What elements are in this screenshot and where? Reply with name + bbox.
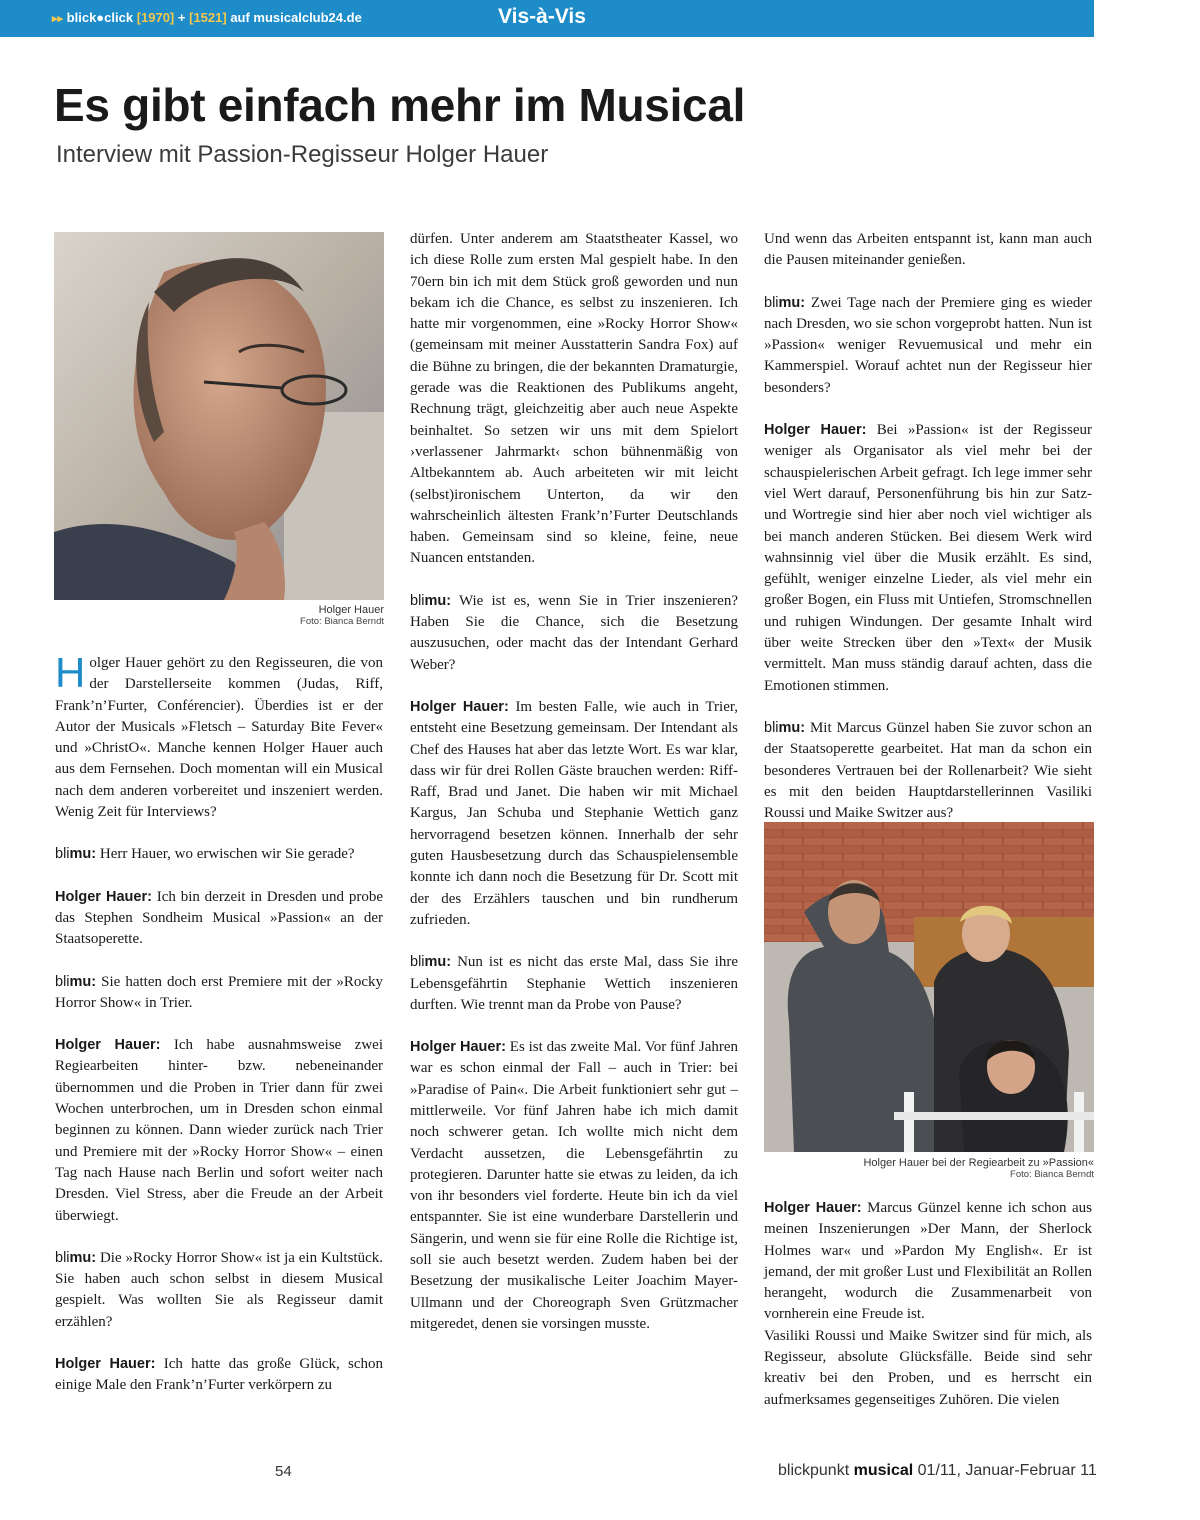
intro-paragraph xyxy=(55,649,383,823)
rehearsal-image xyxy=(764,822,1094,1152)
answer-4: Holger Hauer: Im besten Falle, wie auch in Trier, entsteht eine Besetzung gemeinsam. Der Intendant als Chef des Hauses hat aber das letzte Wort. Es war klar, dass wir für drei Rollen Gäste brauchen werden: Riff-Raff, Brad und Janet. Die haben wir mit Michael Kargus, Jan Schuba und Stephanie Wettich ganz hervorragend besetzen können. Innerhalb der sehr guten Hausbesetzung durch das Schauspielensemble konnte ich dann noch die Besetzung für Dr. Scott mit der des Erzählers tauschen und bin rundherum zufrieden. xyxy=(410,698,738,928)
answer-5-continued: Und wenn das Arbeiten entspannt ist, kann man auch die Pausen miteinander genießen. xyxy=(764,231,1092,269)
portrait-image xyxy=(54,232,384,600)
article-subtitle: Interview mit Passion-Regisseur Holger Hauer xyxy=(56,141,549,168)
answer-3-continued: dürfen. Unter anderem am Staatstheater Kassel, wo ich diese Rolle zum ersten Mal gespielt habe. In den 70ern bin ich mit dem Stück groß geworden und nun bekam ich die Chance, es selbst zu inszenieren. Ich hatte mir vorgenommen, eine »Rocky Horror Show« (gemeinsam mit meiner Ausstatterin Sandra Fox) auf die Bühne zu bringen, die der bekannten Dramaturgie, gerade was die Reaktionen des Publikums angeht, Rechnung trägt, gleichzeitig aber auch neue Aspekte beinhaltet. So setzen wir uns mit dem Spielort ›verlassener Jahrmarkt‹ schon bühnenmäßig von Altbekanntem ab. Auch arbeiteten wir mit leicht (selbst)ironischem Unterton, da wir den wahrscheinlich ältesten Frank’n’Furter Deutschlands haben. Gemeinsam sind so kleine, feine, neue Nuancen entstanden. xyxy=(410,231,738,567)
crossref-site: auf musicalclub24.de xyxy=(230,10,362,25)
portrait-caption-text: Holger Hauer xyxy=(318,604,384,616)
crossref-ref2: [1521] xyxy=(189,10,227,25)
intro-text: olger Hauer gehört zu den Regisseuren, die von der Darstellerseite kommen (Judas, Riff, Frank’n’Furter, Conférencier). Überdies ist er der Autor der Musicals »Fletsch – Saturday Bite Fever« und »ChristO«. Manche kennen Holger Hauer auch aus dem Fernsehen. Doch momentan will ein Musical nach dem anderen vorbereitet und inszeniert werden. Wenig Zeit für Interviews? xyxy=(55,655,383,821)
speaker-blimu: blimu: xyxy=(55,973,97,990)
rehearsal-credit: Foto: Bianca Berndt xyxy=(1010,1169,1094,1180)
section-title: Vis-à-Vis xyxy=(498,5,586,28)
portrait-credit: Foto: Bianca Berndt xyxy=(300,616,384,627)
speaker-blimu: blimu: xyxy=(764,719,806,736)
portrait-photo xyxy=(54,232,384,600)
speaker-blimu: blimu: xyxy=(55,1249,97,1266)
magazine-name: musical xyxy=(853,1462,914,1479)
question-3: blimu: Die »Rocky Horror Show« ist ja ein Kultstück. Sie haben auch schon selbst in diesem Musical gespielt. Was wollten Sie als Regisseur damit erzählen? xyxy=(55,1249,384,1330)
speaker-hauer: Holger Hauer: xyxy=(410,1039,506,1056)
answer-7: Holger Hauer: Marcus Günzel kenne ich schon aus meinen Inszenierungen »Der Mann, der Sherlock Holmes war« und »Pardon My English«. Er ist jemand, der mit großer Lust und Flexibilität an Rollen herangeht, wodurch die Zusammenarbeit von vornherein eine Freude ist. xyxy=(764,1200,1093,1323)
speaker-blimu: blimu: xyxy=(55,846,97,863)
page-number: 54 xyxy=(275,1463,292,1480)
rehearsal-caption-text: Holger Hauer bei der Regiearbeit zu »Passion« xyxy=(863,1157,1094,1169)
magazine-footer xyxy=(778,1462,1097,1480)
question-7: blimu: Mit Marcus Günzel haben Sie zuvor schon an der Staatsoperette gearbeitet. Hat man da schon ein besonderes Vertrauen bei der Rollenarbeit? Wie sieht es mit den beiden Hauptdarstellerinnen Vasiliki Roussi und Maike Switzer aus? xyxy=(764,719,1092,822)
question-6: blimu: Zwei Tage nach der Premiere ging es wieder nach Dresden, wo sie schon vorgeprobt hatten. Nun ist »Passion« weniger Revuemusical und mehr ein Kammerspiel. Worauf achtet nun der Regisseur hier besonders? xyxy=(764,294,1093,396)
speaker-hauer: Holger Hauer: xyxy=(410,698,509,715)
crossref-ref1: [1970] xyxy=(136,10,175,25)
portrait-caption xyxy=(184,604,384,627)
column-3-bottom xyxy=(764,1198,1092,1411)
rehearsal-photo xyxy=(764,822,1094,1152)
question-4: blimu: Wie ist es, wenn Sie in Trier inszenieren? Haben Sie die Chance, sich die Besetzung auszusuchen, oder macht das der Intendant Gerhard Weber? xyxy=(410,592,738,673)
header-bar xyxy=(0,0,1094,37)
magazine-name-prefix: blickpunkt xyxy=(778,1462,850,1479)
magazine-issue: 01/11, Januar-Februar 11 xyxy=(917,1462,1097,1479)
double-arrow-icon: ▸▸ xyxy=(52,13,64,25)
crossref-plus: + xyxy=(177,10,186,25)
answer-1: Holger Hauer: Ich bin derzeit in Dresden und probe das Stephen Sondheim Musical »Passion« an der Staatsoperette. xyxy=(55,888,383,948)
question-2: blimu: Sie hatten doch erst Premiere mit der »Rocky Horror Show« in Trier. xyxy=(55,973,384,1011)
speaker-hauer: Holger Hauer: xyxy=(55,1037,161,1054)
article-title: Es gibt einfach mehr im Musical xyxy=(54,79,746,131)
dropcap: H xyxy=(55,649,86,696)
speaker-hauer: Holger Hauer: xyxy=(764,1200,862,1216)
speaker-blimu: blimu: xyxy=(410,954,452,971)
question-5: blimu: Nun ist es nicht das erste Mal, dass Sie ihre Lebensgefährtin Stephanie Wettich inszenieren durften. Wie trennt man da Probe von Pause? xyxy=(410,954,738,1013)
column-3 xyxy=(764,229,1092,824)
speaker-hauer: Holger Hauer: xyxy=(55,888,152,905)
question-1: blimu: Herr Hauer, wo erwischen wir Sie gerade? xyxy=(55,846,355,863)
crossref-link[interactable] xyxy=(52,10,362,25)
speaker-blimu: blimu: xyxy=(410,592,452,609)
answer-3: Holger Hauer: Ich hatte das große Glück, schon einige Male den Frank’n’Furter verkörpern zu xyxy=(55,1356,384,1394)
answer-5: Holger Hauer: Es ist das zweite Mal. Vor fünf Jahren war es schon einmal der Fall – auch in Trier: bei »Paradise of Pain«. Die Arbeit funktioniert sehr gut – mittlerweile. Vor fünf Jahren habe ich mich damit noch schwerer getan. Ich wollte mich nicht dem Verdacht aussetzen, die Lebensgefährtin zu protegieren. Darunter hatte sie etwas zu leiden, da ich von ihr besonders viel forderte. Heute bin ich da viel entspannter. Sie ist eine wunderbare Darstellerin und Sängerin, und wenn sie für eine Rolle die Richtige ist, soll sie auch besetzt werden. Zudem haben bei der Besetzung der musikalische Leiter Joachim Mayer-Ullmann und der Choreograph Sven Grützmacher mitgeredet, denen sie vorsingen musste. xyxy=(410,1039,738,1332)
column-1 xyxy=(55,649,384,1397)
rehearsal-caption xyxy=(764,1157,1094,1180)
speaker-hauer: Holger Hauer: xyxy=(55,1356,156,1373)
column-2 xyxy=(410,229,738,1335)
answer-2: Holger Hauer: Ich habe ausnahmsweise zwei Regiearbeiten hinter- bzw. nebeneinander übernommen und die Proben in Trier dann für zwei Wochen unterbrochen, um in Dresden schon einmal beginnen zu können. Dann wieder zurück nach Trier und Premiere mit der »Rocky Horror Show« – einen Tag nach Hause nach Berlin und sofort weiter nach Dresden. Viel Stress, aber die Freude an der Arbeit überwiegt. xyxy=(55,1037,383,1224)
crossref-brand: blick●click xyxy=(66,10,134,25)
answer-7-continued: Vasiliki Roussi und Maike Switzer sind für mich, als Regisseur, absolute Glücksfälle. Beide sind sehr kreativ bei den Proben, und es herrscht ein aufmerksames gegenseitiges Zuhören. Die vielen xyxy=(764,1327,1092,1408)
speaker-hauer: Holger Hauer: xyxy=(764,422,867,439)
answer-6: Holger Hauer: Bei »Passion« ist der Regisseur weniger als Organisator als viel mehr bei der schauspielerischen Arbeit gefragt. Ich lege immer sehr viel Wert darauf, Personenführung bis hin zur Satz- und Wortregie sind hier aber noch viel wichtiger als bei manch anderen Stücken. Bei diesem Werk wird wahnsinnig viel über die Musik erzählt. Es sind, gefühlt, weniger einzelne Lieder, als viel mehr ein großer Bogen, ein Fluss mit Untiefen, Stromschnellen und ruhigen Windungen. Der gesamte Inhalt wird über weite Strecken über den »Text« der Musik vermittelt. Man muss ständig darauf achten, dass die Emotionen stimmen. xyxy=(764,422,1093,694)
speaker-blimu: blimu: xyxy=(764,294,806,311)
